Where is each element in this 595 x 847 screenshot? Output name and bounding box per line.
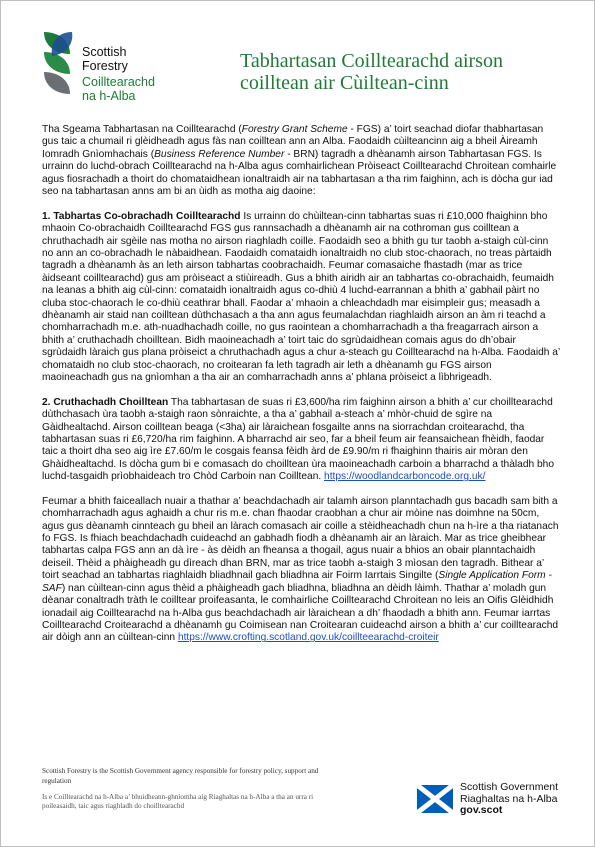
- intro-text-2: - FGS) a’ toirt seachad diofar thabhartasan gus taic a chumail ri glèidheadh agus fàs nan coilltean ann an Alba. Faodaidh cùilteancinn aig a bheil Àireamh Iomradh Gnìomhachais (: [42, 124, 544, 160]
- footer-english-text: Scottish Forestry is the Scottish Government agency responsible for forestry policy, support and regulation: [42, 767, 319, 785]
- guidance-text-2: ) nan cùiltean-cinn agus thèid a phàigheadh gach bliadhna, bliadhna an dèidh làimh. Thathar a’ moladh gun dèanar conaltradh tràth le coilltear proifeasanta, le comhairliche Coilltearachd Chroitean no leis an Oifis Glèidhidh ionadail aig Coilltearachd na h-Alba gus beachdachadh air làraichean a dh’ fhaodadh a bhith ann. Feumar iarrtas Coilltearachd Croitearachd a dhèanamh gu Coimisean nan Croitearan cuideachd airson a bhith a’ cur coilltearachd air dòigh ann an cùiltean-cinn: [42, 582, 559, 644]
- logo-text: [82, 45, 155, 103]
- crofting-commission-link[interactable]: https://www.crofting.scotland.gov.uk/coillteearachd-croiteir: [177, 632, 439, 644]
- footer-statement: [42, 767, 342, 812]
- intro-emphasis-1: Forestry Grant Scheme: [241, 124, 348, 135]
- section-1-text: Is urrainn do chùiltean-cinn tabhartas suas ri £10,000 fhaighinn bho mhaoin Co-obrachaidh Coilltearachd FGS gus rannsachadh a dhèanamh air na cothroman gus coilltean a chruthachadh air sgèile nas motha no airson riaghladh coille. Faodaidh seo a bhith gu tur taobh a-staigh cùl-cinn no ann an co-obrachadh le nàbaidhean. Faodaidh comataidh ionaltraidh no club stoc-chaorach, no treas pàrtaidh tagradh a dhèanamh às an leth airson tabhartas coobrachaidh. Feumar comasaiche fhastadh (mar as trice àidseant coilltearachd) gus am pròiseact a stiùireadh. Gus a bhith airidh air an tabhartas co-obrachaidh, feumaidh na leanas a bhith aig cùl-cinn: comataidh ionaltraidh agus co-dhiù 4 luchd-earrannan a bhith a’ gabhail pàirt no cluba stoc-chaorach le co-dhiù ceathrar bhall. Faodar a’ mhaoin a chleachdadh mar eisimpleir gus; measadh a dhèanamh air staid nan coilltean dùthchasach a tha ann agus feumalachdan riaghlaidh airson an àm ri teachd a chomharrachadh m.e. ath-nuadhachadh coille, no gus raointean a chomharrachadh a tha freagarrach airson a bhith a’ cruthachadh choilltean. Bidh maoineachadh a’ toirt taic do sgrùdaidhean comais agus do dh’obair sgrùdaidh làraich gus plana pròiseict a chruthachadh agus a chur a-steach gu Coilltearachd na h-Alba. Faodaidh a’ chomataidh no club stoc-chaorach, no croitearan fa leth tagradh air leth a dhèanamh gu FGS airson maoineachadh gus na gnìomhan a tha air an comharrachadh anns a’ phlana pròiseict a lìbhrigeadh.: [42, 210, 560, 384]
- logo-name-english: Scottish Forestry: [82, 45, 128, 73]
- intro-text-1: Tha Sgeama Tabhartasan na Coilltearachd (: [42, 124, 242, 135]
- guidance-text-1: Feumar a bhith faiceallach nuair a thathar a’ beachdachadh air talamh airson planntachadh gus bacadh sam bith a chomharrachadh agus aghaidh a chur ris m.e. chan fhaodar craobhan a chur air mòine nas doimhne na 50cm, agus gus dèanamh cinnteach gu bheil an làrach comasach air coille a stèidheachadh chun na h-ìre a tha riatanach fo FGS. Is fhiach beachdachadh cuideachd an gabhadh fiodh a dhèanamh air an làraich. Mar as trice gheibhear tabhartas calpa FGS ann an dà ìre - às dèidh an fheansa a thogail, agus nuair a bhios an obair planntachaidh deiseil. Thèid a phàigheadh gu dìreach dhan BRN, mar as trice taobh a-staigh 3 mìosan den tagradh. Bithear a’ toirt seachad an tabhartas riaghlaidh bliadhnail gach bliadhna air Foirm Iarrtais Singilte (: [42, 495, 559, 582]
- gov-url: gov.scot: [460, 804, 503, 816]
- scottish-government-logo: [460, 782, 558, 817]
- saltire-flag-icon: [417, 785, 453, 813]
- intro-emphasis-2: Business Reference Number: [154, 148, 285, 160]
- section-2-text: Tha tabhartasan de suas ri £3,600/ha rim faighinn airson a bhith a’ cur choilltearachd dùthchasach ùra taobh a-staigh raon sònraichte, a tha a’ gabhail a-steach a’ mhòr-chuid de sgìre na Gàidhealtachd. Airson coilltean beaga (<3ha) air làraichean fosgailte anns na siorrachdan croitearachd, tha tabhartasan suas ri £6,720/ha rim faighinn. A bharrachd air seo, far a bheil feum air feansaichean fhèidh, faodar taic a thoirt dha seo aig ìre £7.60/m le cosgais feansa fèidh àrd de £9.90/m ri fhaighinn thairis air mòran den Ghàidhealtachd. Is dòcha gum bi e comasach do choilltean ùra maoineachadh carboin a bharrachd a thàladh bho luchd-tasgaidh prìobhaideach tro Chòd Carboin nan Coilltean.: [42, 396, 554, 483]
- guidance-emphasis: Single Application Form - SAF: [42, 570, 552, 594]
- section-2-heading: 2. Cruthachadh Choilltean: [42, 396, 169, 408]
- intro-paragraph: [42, 124, 560, 198]
- logo-name-gaelic: Coilltearachd na h-Alba: [82, 75, 155, 103]
- footer-gaelic-text: Is e Coilltearachd na h-Alba a’ bhuidheann-ghnìomha aig Riaghaltas na h-Alba a tha an urra ri poileasaidh, taic agus riaghladh do choilltearachd: [42, 792, 314, 811]
- planting-guidance-paragraph: [42, 496, 560, 645]
- gov-name-gaelic: Riaghaltas na h-Alba: [460, 792, 558, 805]
- page-title: Tabhartasan Coilltearachd airson coilltean air Cùiltean-cinn: [240, 50, 503, 94]
- section-1-heading: 1. Tabhartas Co-obrachadh Coilltearachd: [42, 210, 241, 222]
- gov-name-english: Scottish Government: [460, 781, 559, 793]
- intro-text-3: - BRN) tagradh a dhèanamh airson Tabhartasan FGS. Is urrainn do luchd-obrach Coilltearachd na h-Alba agus comhairlichean Pròiseact Coilltearachd Chroitean comhairle agus fiosrachadh a thoirt do chomataidhean ionaltraidh air na tabhartasan a tha rim faighinn, ach is dòcha gur iad seo na tabhartasan anns am bi an ùidh as motha aig daoine:: [42, 148, 557, 198]
- woodland-carbon-code-link[interactable]: https://woodlandcarboncode.org.uk/: [324, 471, 486, 483]
- section-1-paragraph: [42, 211, 560, 385]
- document-body: [42, 124, 560, 657]
- section-2-paragraph: [42, 397, 560, 484]
